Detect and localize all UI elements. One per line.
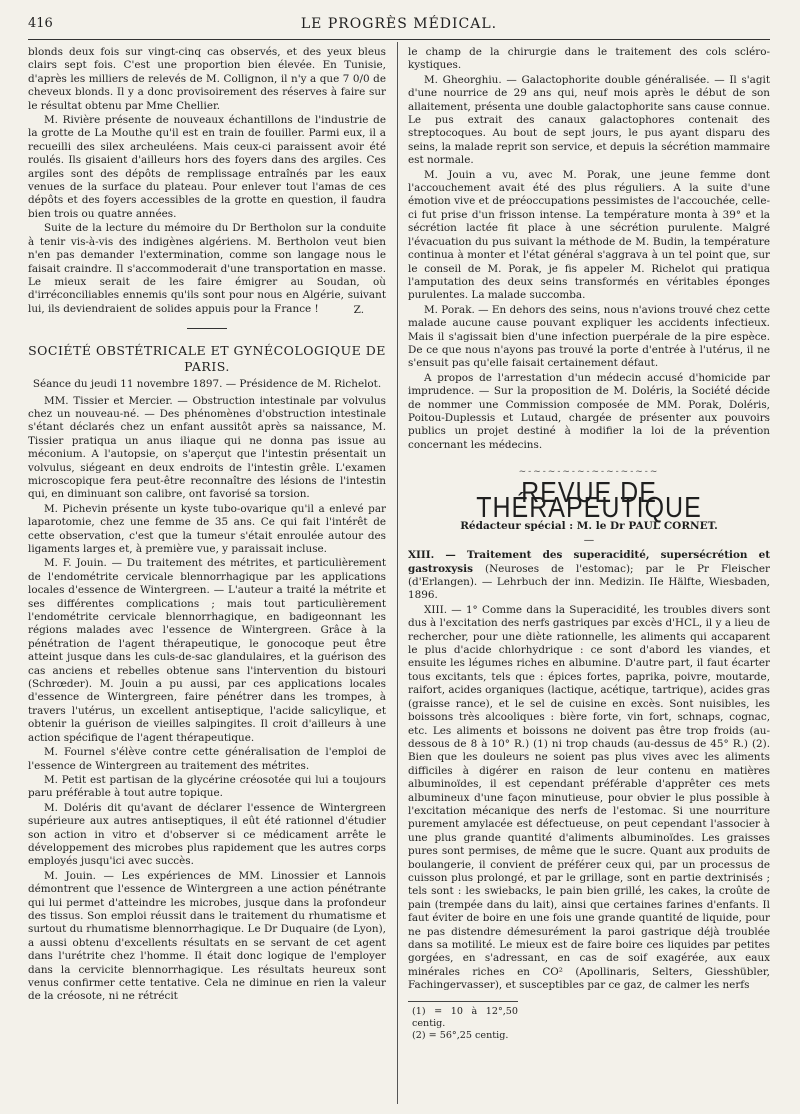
footnote: (1) = 10 à 12°,50 centig.: [412, 1005, 518, 1029]
footnotes: [408, 1001, 518, 1042]
paragraph: M. Jouin. — Les expériences de MM. Linossier et Lannois démontrent que l'essence de Wintergreen a une action pénétrante qui lui permet d'atteindre les microbes, jusque dans la profondeur des tissus. Son emploi réussit dans le traitement du rhumatisme et surtout du rhumatisme blennorrhagique. Le Dr Duquaire (de Lyon), a aussi obtenu d'excellents résultats en se servant de cet agent dans l'urétrite chez l'homme. Il était donc logique de l'employer dans la cervicite blennorrhagique. Les résultats heureux sont venus confirmer cette tentative. Cela ne diminue en rien la valeur de la créosote, ni ne rétrécit: [28, 869, 386, 1003]
header-rule: [28, 39, 770, 40]
paragraph: M. Fournel s'élève contre cette généralisation de l'emploi de l'essence de Wintergreen au traitement des métrites.: [28, 746, 386, 772]
right-column: [408, 46, 770, 1042]
footnote: (2) = 56°,25 centig.: [412, 1029, 509, 1041]
paragraph: XIII. — 1° Comme dans la Superacidité, les troubles divers sont dus à l'excitation des nerfs gastriques par excès d'HCL, il y a lieu de rechercher, pour une diète rationnelle, les aliments qui accaparent le plus d'acide chlorhydrique : ce sont d'abord les viandes, et ensuite les légumes riches en albumine. D'autre part, il faut écarter tous excitants, tels que : épices fortes, paprika, poivre, moutarde, raifort, acides organiques (lactique, acétique, tartrique), acides gras (graisse rance), et le sel de cuisine en excès. Sont nuisibles, les boissons très alcooliques : bière forte, vin fort, schnaps, cognac, etc. Les aliments et boissons ne doivent pas être trop froids (au-dessous de 8 à 10° R.) (1) ni trop chauds (au-dessus de 45° R.) (2). Bien que les douleurs ne soient pas plus vives avec les aliments difficiles à digérer en raison de leur contenu en matières albuminoïdes, il est cependant préférable d'apprêter ces mets albumineux d'une façon minutieuse, pour obvier le plus possible à l'excitation mécanique des nerfs de l'estomac. Si une nourriture purement amylacée est défectueuse, on peut cependant l'associer à une plus grande quantité d'aliments albuminoïdes. Les graisses pures sont permises, de même que le sucre. Quant aux produits de boulangerie, il convient de préférer ceux qui, par un processus de cuisson plus prolongé, et par le grillage, sont en partie dextrinisés ; tels sont : les swiebacks, le pain bien grillé, les cakes, la croûte de pain (trempée dans du lait), ainsi que certaines farines d'enfants. Il faut éviter de boire en une fois une grande quantité de liquide, pour ne pas distendre démesurément la paroi gastrique déjà troublée dans sa motilité. Le mieux est de faire boire ces liquides par petites gorgées, en s'adressant, en cas de soif exagérée, aux eaux minérales riches en CO² (Apollinaris, Selters, Giesshübler, Fachingervasser), et susceptibles par ce gaz, de calmer les nerfs: [408, 603, 770, 992]
paragraph: Suite de la lecture du mémoire du Dr Bertholon sur la conduite à tenir vis-à-vis des indigènes algériens. M. Bertholon veut bien n'en pas demander l'extermination, comme son langage nous le faisait craindre. Il s'accommoderait d'une transportation en masse. Le mieux serait de les faire émigrer au Soudan, où d'irréconciliables ennemis qu'ils sont pour nous en Algérie, suivant lui, ils deviendraient de solides appuis pour la France !: [28, 222, 386, 315]
paragraph: M. Doléris dit qu'avant de déclarer l'essence de Wintergreen supérieure aux autres antiseptiques, il eût été rationnel d'étudier son action in vitro et d'observer si ce médicament arrête le développement des microbes plus rapidement que les autres corps employés jusqu'ici avec succès.: [28, 801, 386, 868]
paragraph: M. Rivière présente de nouveaux échantillons de l'industrie de la grotte de La Mouthe qu'il est en train de fouiller. Parmi eux, il a recueilli des silex archeuléens. Mais ceux-ci paraissent avoir été roulés. Ils gisaient d'ailleurs hors des foyers dans des argiles. Ces argiles sont des dépôts de remplissage entraînés par les eaux venues de la surface du plateau. Pour enlever tout l'amas de ces dépôts et des foyers accessibles de la grotte en question, il faudra bien trois ou quatre années.: [28, 114, 386, 220]
paragraph: blonds deux fois sur vingt-cinq cas observés, et des yeux bleus clairs sept fois. C'est une proportion bien élevée. En Tunisie, d'après les milliers de relevés de M. Collignon, il n'y a que 7 0/0 de cheveux blonds. Il y a donc provisoirement des réserves à faire sur le résultat obtenu par Mme Chellier.: [28, 46, 386, 112]
signature: Z.: [353, 304, 364, 317]
article-reference: (Neuroses de l'estomac); par le Pr Fleischer (d'Erlangen). — Lehrbuch der inn. Medizin. IIe Hälfte, Wiesbaden, 1896.: [408, 562, 770, 602]
paragraph: M. F. Jouin. — Du traitement des métrites, et particulièrement de l'endométrite cervicale blennorrhagique par les applications locales d'essence de Wintergreen. — L'auteur a traité la métrite et ses différentes complications ; mais tout particulièrement l'endométrite cervicale blennorrhagique, en badigeonnant les régions malades avec l'essence de Wintergreen. Grâce à la pénétration de l'agent thérapeutique, le gonocoque peut être atteint jusque dans les culs-de-sac glandulaires, et la guérison des cas anciens et rebelles obtenue sans l'intervention du bistouri (Schrœder). M. Jouin a pu aussi, par ces applications locales d'essence de Wintergreen, faire pénétrer dans les trompes, à travers l'utérus, un excellent antiseptique, l'acide salicylique, et obtenir la guérison de vieilles salpingites. Il croit d'ailleurs à une action spécifique de l'agent thérapeutique.: [28, 557, 386, 744]
paragraph: M. Porak. — En dehors des seins, nous n'avions trouvé chez cette malade aucune cause pouvant expliquer les accidents infectieux. Mais il s'agissait bien d'une infection puerpérale de la pire espèce. De ce que nous n'ayons pas trouvé la porte d'entrée à l'utérus, il ne s'ensuit pas qu'elle faisait certainement défaut.: [408, 303, 770, 370]
paragraph: A propos de l'arrestation d'un médecin accusé d'homicide par imprudence. — Sur la proposition de M. Doléris, la Société décide de nommer une Commission composée de MM. Porak, Doléris, Poitou-Duplessis et Lutaud, chargée de présenter aux pouvoirs publics un projet destiné à modifier la loi de la prévention concernant les médecins.: [408, 371, 770, 451]
editor-line: Rédacteur spécial : M. le Dr PAUL CORNET.: [460, 520, 718, 533]
article-heading: [408, 549, 770, 603]
paragraph: M. Petit est partisan de la glycérine créosotée qui lui a toujours paru préférable à tout autre topique.: [28, 773, 386, 800]
running-title: LE PROGRÈS MÉDICAL.: [300, 16, 498, 32]
article-head: XIII. — Traitement des superacidité, supersécrétion et gastroxysis: [408, 549, 770, 575]
paragraph: le champ de la chirurgie dans le traitement des cols scléro-kystiques.: [408, 46, 770, 72]
paragraph: MM. Tissier et Mercier. — Obstruction intestinale par volvulus chez un nouveau-né. — Des phénomènes d'obstruction intestinale s'étant déclarés chez un enfant aussitôt après sa naissance, M. Tissier pratiqua un anus iliaque qui ne donna pas issue au méconium. A l'autopsie, on s'aperçut que l'intestin présentait un volvulus, siégeant en deux endroits de l'intestin grêle. L'examen microscopique fera peut-être reconnaître des lésions de l'intestin qui, en diminuant son calibre, ont favorisé sa torsion.: [28, 394, 386, 501]
section-divider: [187, 328, 227, 329]
session-line: Séance du jeudi 11 novembre 1897. — Présidence de M. Richelot.: [32, 377, 382, 390]
page-number: 416: [28, 16, 53, 31]
page-header: [28, 16, 770, 38]
paragraph: M. Pichevin présente un kyste tubo-ovarique qu'il a enlevé par laparotomie, chez une femme de 35 ans. Ce qui fait l'intérêt de cette observation, c'est que la tumeur s'était enroulée autour des ligaments larges et, à première vue, y paraissait incluse.: [28, 502, 386, 555]
paragraph: M. Gheorghiu. — Galactophorite double généralisée. — Il s'agit d'une nourrice de 29 ans qui, neuf mois après le début de son allaitement, présenta une double galactophorite sans cause connue. Le pus extrait des canaux galactophores contenait des streptocoques. Au bout de sept jours, le pus ayant disparu des seins, la malade reprit son service, et depuis la sécrétion mammaire est normale.: [408, 73, 770, 167]
left-column: [28, 46, 386, 1005]
revue-title: REVUE DE THÉRAPEUTIQUE: [476, 476, 702, 524]
section-title: SOCIÉTÉ OBSTÉTRICALE ET GYNÉCOLOGIQUE DE PARIS.: [28, 342, 386, 374]
ornament-divider: ~-~-~-~-~-~-~-~-~-~: [518, 467, 660, 478]
paragraph: M. Jouin a vu, avec M. Porak, une jeune femme dont l'accouchement avait été des plus réguliers. A la suite d'une émotion vive et de préoccupations pessimistes de l'accouchée, celle-ci fut prise d'un frisson intense. La température monta à 39° et la sécrétion lactée fit place à une sécrétion purulente. Malgré l'évacuation du pus suivant la méthode de M. Budin, la température continua à monter et l'état général s'aggrava à un tel point que, sur le conseil de M. Porak, je fis appeler M. Richelot qui pratiqua l'amputation des deux seins transformés en véritables éponges purulentes. La malade succomba.: [408, 168, 770, 302]
dash-separator: —: [583, 533, 595, 546]
column-divider: [397, 42, 398, 1104]
